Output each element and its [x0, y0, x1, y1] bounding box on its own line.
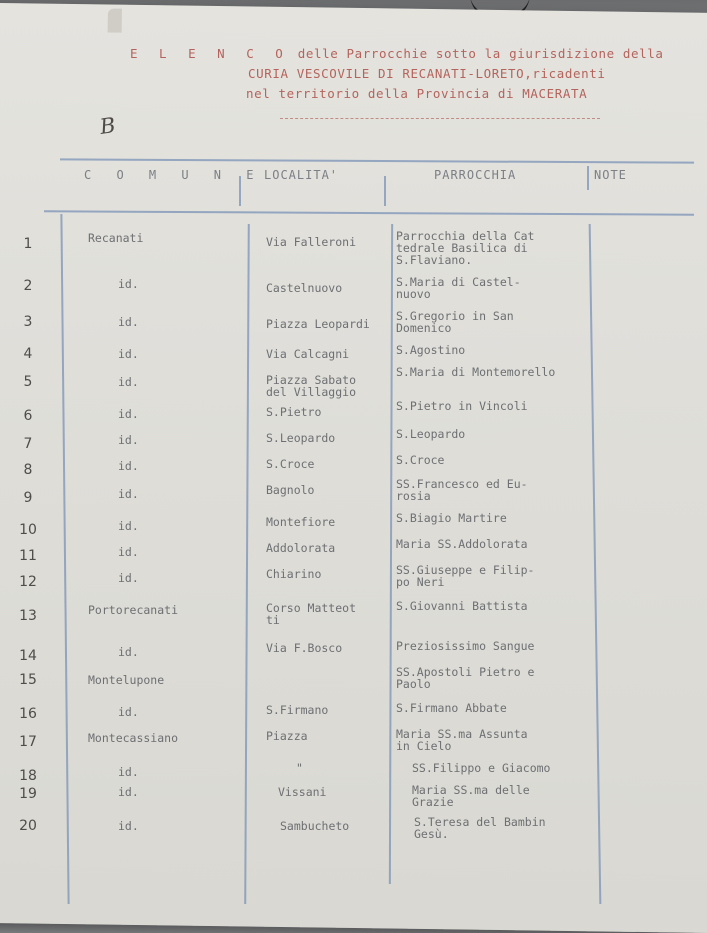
- comune-cell: id.: [118, 519, 139, 533]
- localita-cell: Bagnolo: [266, 483, 315, 497]
- row-number: 13: [19, 608, 37, 624]
- column-header-localita: LOCALITA': [264, 168, 339, 182]
- parrocchia-cell: Maria SS.ma delle Grazie: [412, 783, 530, 809]
- row-number: 17: [19, 734, 37, 750]
- localita-cell: Via F.Bosco: [266, 641, 343, 655]
- comune-cell: Recanati: [88, 231, 144, 245]
- comune-cell: id.: [118, 819, 139, 833]
- comune-cell: id.: [118, 277, 139, 291]
- parrocchia-cell: Maria SS.ma Assunta in Cielo: [396, 727, 528, 753]
- column-header-note: NOTE: [594, 168, 627, 182]
- row-number: 16: [19, 706, 37, 722]
- parrocchia-cell: S.Biagio Martire: [396, 511, 507, 525]
- localita-cell: Montefiore: [266, 515, 336, 529]
- comune-cell: id.: [118, 571, 139, 585]
- row-number: 15: [19, 672, 37, 688]
- parrocchia-cell: S.Maria di Castel- nuovo: [396, 275, 521, 301]
- parrocchia-cell: S.Giovanni Battista: [396, 599, 528, 613]
- row-number: 12: [19, 574, 37, 590]
- row-number: 14: [19, 648, 37, 664]
- localita-cell: Castelnuovo: [266, 281, 343, 295]
- comune-cell: Montelupone: [88, 673, 165, 687]
- comune-cell: id.: [118, 487, 139, 501]
- row-number: 10: [19, 522, 37, 538]
- parrocchia-cell: SS.Apostoli Pietro e Paolo: [396, 665, 535, 691]
- comune-cell: Portorecanati: [88, 603, 179, 617]
- heading-line-3: nel territorio della Provincia di MACERATA: [246, 86, 588, 101]
- column-divider-parrocchia: [587, 166, 589, 190]
- localita-cell: Sambucheto: [280, 819, 350, 833]
- localita-cell: S.Croce: [266, 457, 315, 471]
- localita-cell: Piazza Sabato del Villaggio: [266, 373, 357, 399]
- localita-cell: Via Falleroni: [266, 235, 357, 249]
- parrocchia-cell: S.Pietro in Vincoli: [396, 399, 528, 413]
- heading-line-1: [130, 46, 663, 61]
- parrocchia-cell: Preziosissimo Sangue: [396, 639, 535, 653]
- parrocchia-cell: S.Gregorio in San Domenico: [396, 309, 514, 335]
- comune-cell: id.: [118, 315, 139, 329]
- parrocchia-cell: SS.Giuseppe e Filip- po Neri: [396, 563, 535, 589]
- column-header-parrocchia: PARROCCHIA: [434, 168, 517, 182]
- localita-cell: S.Leopardo: [266, 431, 336, 445]
- row-number: 1: [23, 236, 33, 252]
- parrocchia-cell: S.Croce: [396, 453, 445, 467]
- row-number: 20: [19, 818, 37, 834]
- comune-cell: id.: [118, 375, 139, 389]
- comune-cell: id.: [118, 765, 139, 779]
- pencil-annotation: B: [98, 113, 118, 139]
- column-header-comune: C O M U N E: [84, 168, 263, 182]
- row-number: 3: [23, 314, 33, 330]
- comune-cell: id.: [118, 347, 139, 361]
- parrocchia-cell: SS.Filippo e Giacomo: [412, 761, 551, 775]
- row-number: 4: [23, 346, 33, 362]
- parrocchia-cell: S.Maria di Montemorello: [396, 365, 556, 379]
- heading-elenco: E L E N C O: [130, 46, 290, 61]
- localita-cell: ": [296, 761, 303, 775]
- row-number: 7: [23, 436, 33, 452]
- parrocchia-cell: Maria SS.Addolorata: [396, 537, 528, 551]
- row-number: 11: [19, 548, 37, 564]
- row-number: 19: [19, 786, 37, 802]
- localita-cell: Piazza: [266, 729, 308, 743]
- localita-cell: Corso Matteot ti: [266, 601, 357, 627]
- row-number: 9: [23, 490, 33, 506]
- parrocchia-cell: S.Leopardo: [396, 427, 466, 441]
- row-number: 5: [23, 374, 33, 390]
- parrocchia-cell: S.Agostino: [396, 343, 466, 357]
- comune-cell: id.: [118, 545, 139, 559]
- comune-cell: id.: [118, 705, 139, 719]
- page-corner-fold: [108, 8, 122, 32]
- heading-line-2: CURIA VESCOVILE DI RECANATI-LORETO,ricadenti: [248, 66, 606, 81]
- parrocchia-cell: SS.Francesco ed Eu- rosia: [396, 477, 528, 503]
- localita-cell: Via Calcagni: [266, 347, 350, 361]
- parrocchia-cell: Parrocchia della Cat tedrale Basilica di S.Flaviano.: [396, 229, 535, 267]
- localita-cell: S.Pietro: [266, 405, 322, 419]
- comune-cell: id.: [118, 407, 139, 421]
- localita-cell: Vissani: [278, 785, 327, 799]
- comune-cell: id.: [118, 459, 139, 473]
- parrocchia-cell: S.Teresa del Bambin Gesù.: [414, 815, 546, 841]
- heading-line-1-text: delle Parrocchie sotto la giurisdizione della: [297, 46, 664, 61]
- row-number: 8: [23, 462, 33, 478]
- localita-cell: Addolorata: [266, 541, 336, 555]
- comune-cell: id.: [118, 645, 139, 659]
- heading-underline: [280, 118, 600, 119]
- localita-cell: S.Firmano: [266, 703, 329, 717]
- comune-cell: Montecassiano: [88, 731, 179, 745]
- comune-cell: id.: [118, 433, 139, 447]
- row-number: 18: [19, 768, 37, 784]
- column-divider-localita: [384, 176, 386, 206]
- row-number: 6: [23, 408, 33, 424]
- localita-cell: Chiarino: [266, 567, 322, 581]
- row-number: 2: [23, 278, 33, 294]
- comune-cell: id.: [118, 785, 139, 799]
- parrocchia-cell: S.Firmano Abbate: [396, 701, 507, 715]
- localita-cell: Piazza Leopardi: [266, 317, 370, 331]
